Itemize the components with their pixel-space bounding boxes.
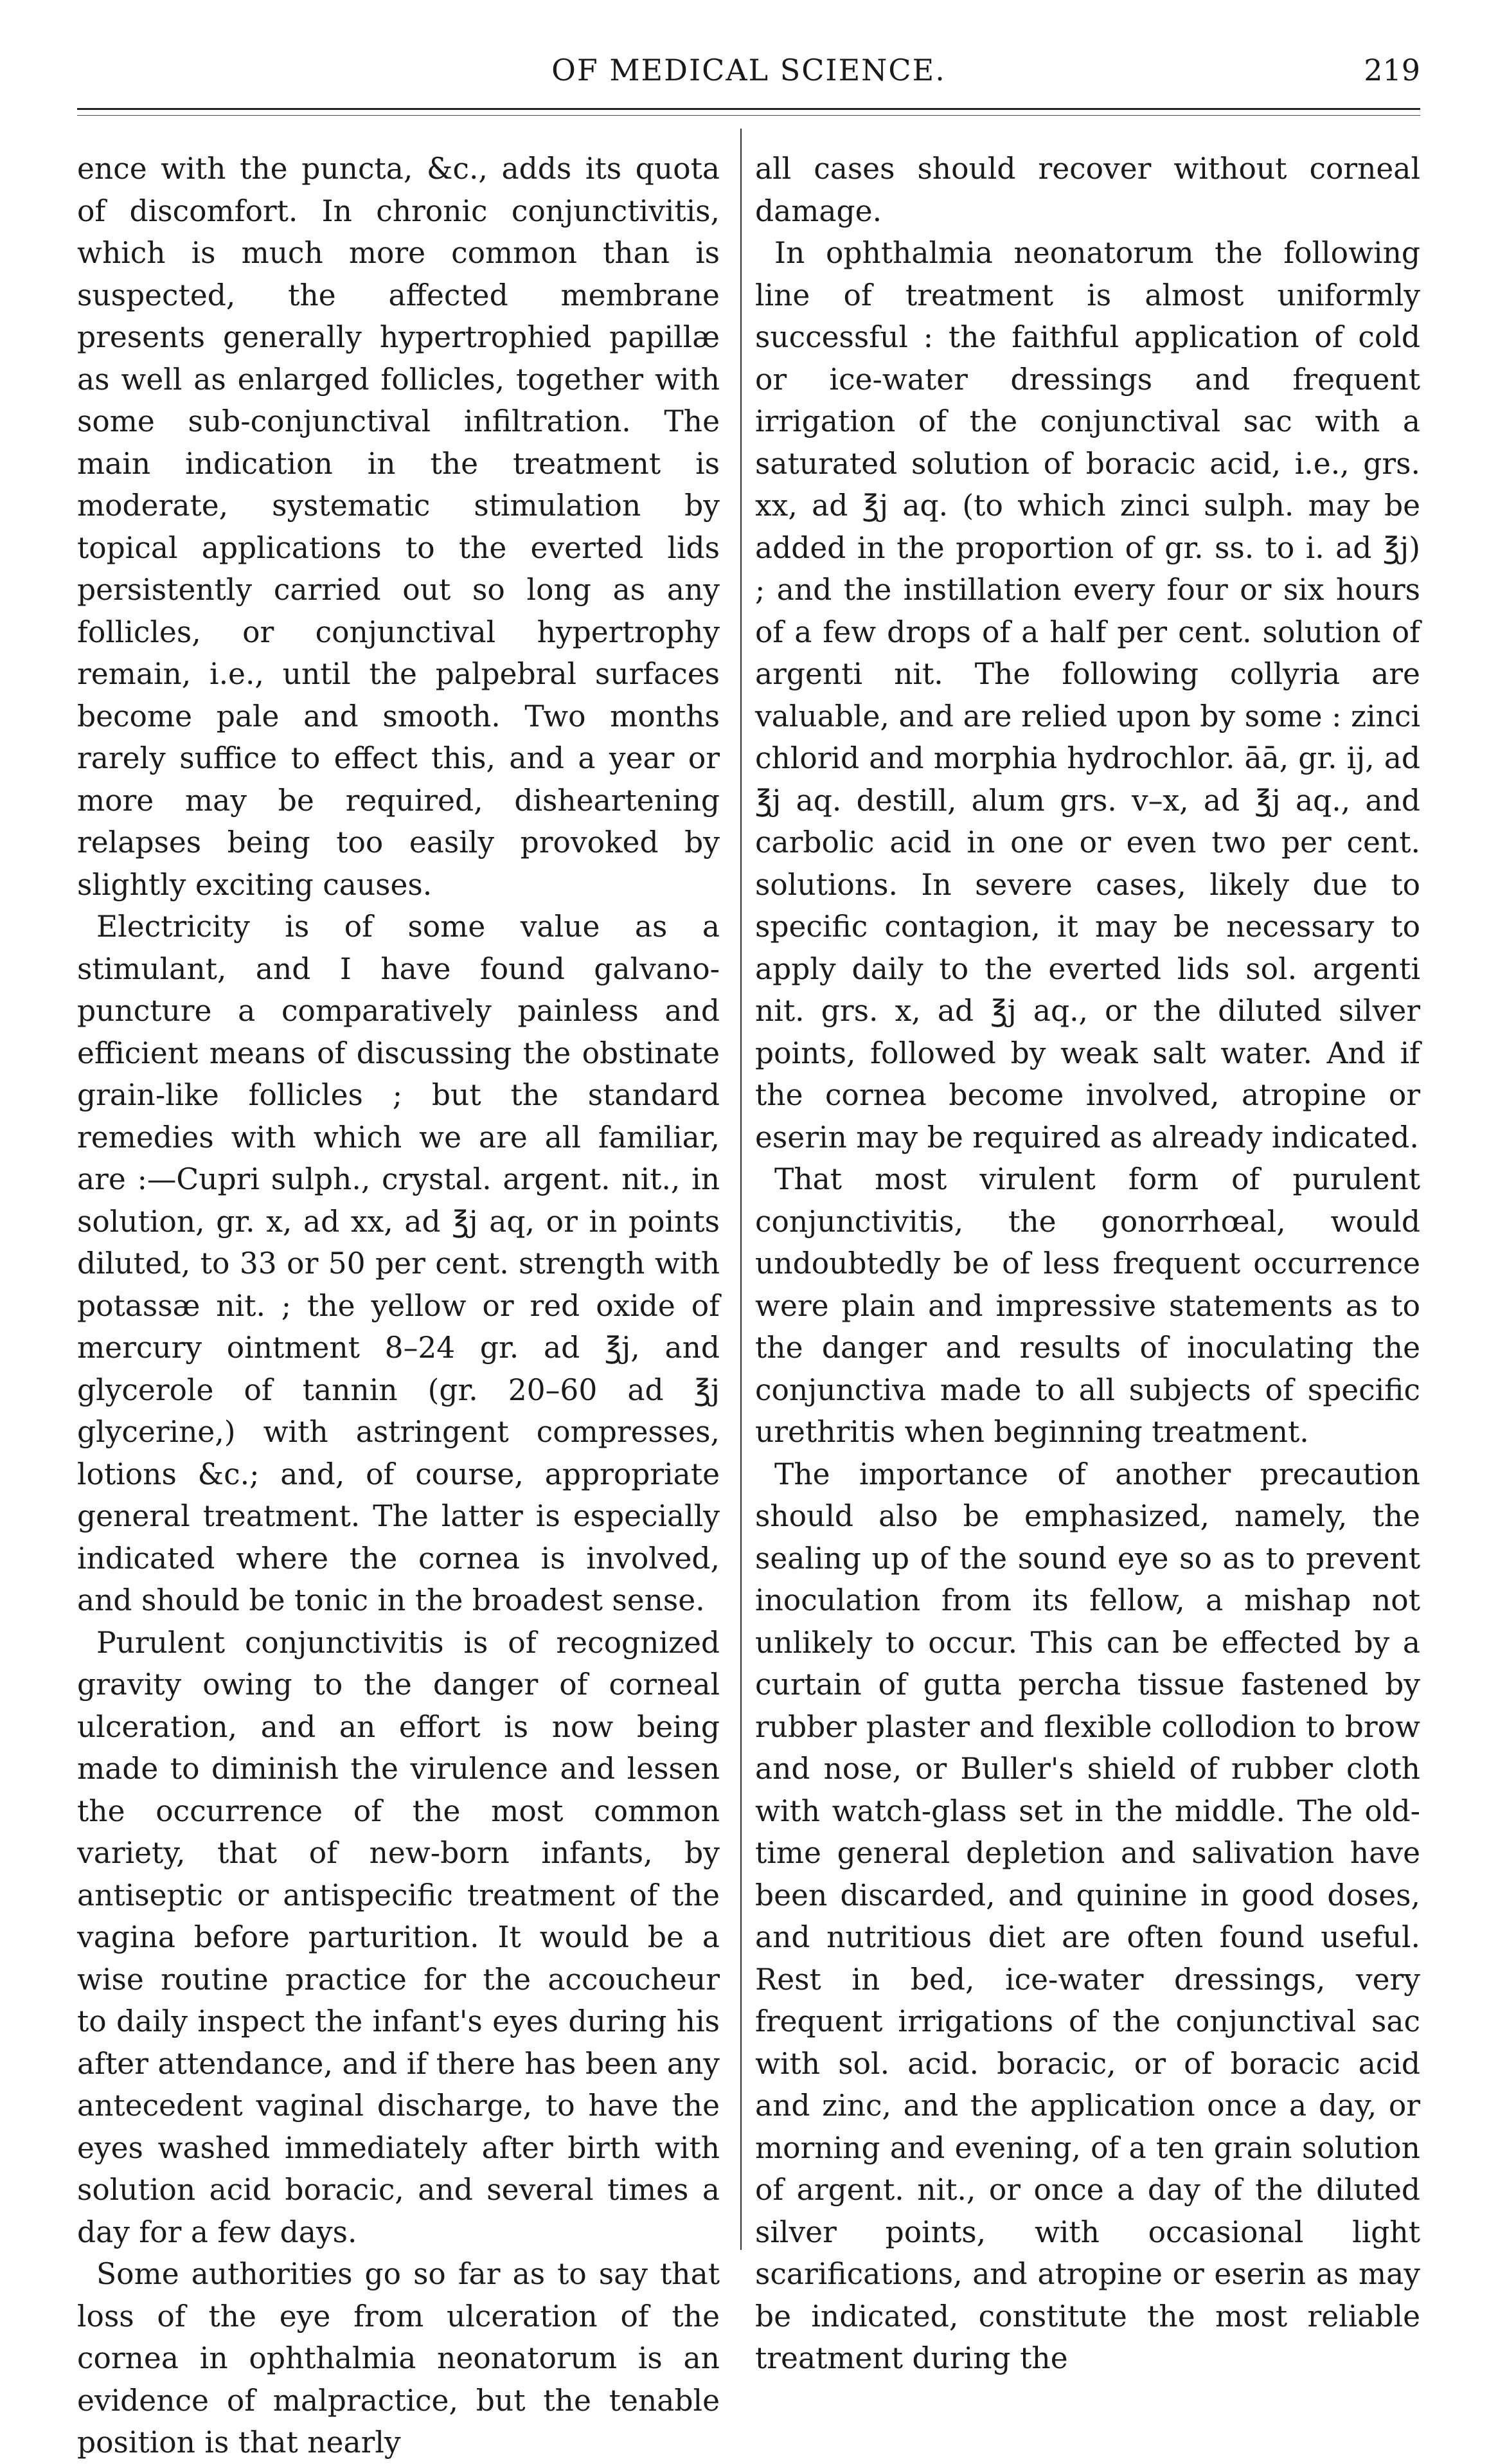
header-rule [77,108,1420,116]
page-number: 219 [1364,53,1420,87]
left-paragraph-2: Electricity is of some value as a stimulant, and I have found galvano-puncture a comparatively painless and efficient means of discussing the obstinate grain-like follicles ; but the standard remedies with which we are all familiar, are :—Cupri sulph., crystal. argent. nit., in solution, gr. x, ad xx, ad ℥j aq, or in points diluted, to 33 or 50 per cent. strength with potassæ nit. ; the yellow or red oxide of mercury ointment 8–24 gr. ad ℥j, and glycerole of tannin (gr. 20–60 ad ℥j glycerine,) with astringent compresses, lotions &c.; and, of course, appropriate general treatment. The latter is especially indicated where the cornea is involved, and should be tonic in the broadest sense. [77,910,720,1617]
left-paragraph-1: ence with the puncta, &c., adds its quota of discomfort. In chronic conjunctivitis, which is much more common than is suspected, the affected membrane presents generally hypertrophied papillæ as well as enlarged follicles, together with some sub-conjunctival infiltration. The main indication in the treatment is moderate, systematic stimulation by topical applications to the everted lids persistently carried out so long as any follicles, or conjunctival hypertrophy remain, i.e., until the palpebral surfaces become pale and smooth. Two months rarely suffice to effect this, and a year or more may be required, disheartening relapses being too easily provoked by slightly exciting causes. [77,152,720,902]
left-paragraph-4: Some authorities go so far as to say that loss of the eye from ulceration of the cornea in ophthalmia neonatorum is an evidence of malpractice, but the tenable position is that nearly [77,2257,720,2460]
right-paragraph-2: In ophthalmia neonatorum the following line of treatment is almost uniformly successful : the faithful application of cold or ice-water dressings and frequent irrigation of the conjunctival sac with a saturated solution of boracic acid, i.e., grs. xx, ad ℥j aq. (to which zinci sulph. may be added in the proportion of gr. ss. to i. ad ℥j) ; and the instillation every four or six hours of a few drops of a half per cent. solution of argenti nit. The following collyria are valuable, and are relied upon by some : zinci chlorid and morphia hydrochlor. āā, gr. ij, ad ℥j aq. destill, alum grs. v–x, ad ℥j aq., and carbolic acid in one or even two per cent. solutions. In severe cases, likely due to specific contagion, it may be necessary to apply daily to the everted lids sol. argenti nit. grs. x, ad ℥j aq., or the diluted silver points, followed by weak salt water. And if the cornea become involved, atropine or eserin may be required as already indicated. [755,236,1420,1155]
left-column [77,148,720,2464]
running-head [77,50,1420,95]
right-paragraph-3: That most virulent form of purulent conjunctivitis, the gonorrhœal, would undoubtedly be of less frequent occurrence were plain and impressive statements as to the danger and results of inoculating the conjunctiva made to all subjects of specific urethritis when beginning treatment. [755,1162,1420,1449]
right-paragraph-1: all cases should recover without corneal damage. [755,152,1420,228]
right-column [755,148,1420,2380]
column-divider [740,129,742,2250]
right-paragraph-4: The importance of another precaution should also be emphasized, namely, the sealing up of the sound eye so as to prevent inoculation from its fellow, a mishap not unlikely to occur. This can be effected by a curtain of gutta percha tissue fastened by rubber plaster and flexible collodion to brow and nose, or Buller's shield of rubber cloth with watch-glass set in the middle. The old-time general depletion and salivation have been discarded, and quinine in good doses, and nutritious diet are often found useful. Rest in bed, ice-water dressings, very frequent irrigations of the conjunctival sac with sol. acid. boracic, or of boracic acid and zinc, and the application once a day, or morning and evening, of a ten grain solution of argent. nit., or once a day of the diluted silver points, with occasional light scarifications, and atropine or eserin as may be indicated, constitute the most reliable treatment during the [755,1457,1420,2375]
running-title: OF MEDICAL SCIENCE. [551,53,946,87]
left-paragraph-3: Purulent conjunctivitis is of recognized gravity owing to the danger of corneal ulceration, and an effort is now being made to diminish the virulence and lessen the occurrence of the most common variety, that of new-born infants, by antiseptic or antispecific treatment of the vagina before parturition. It would be a wise routine practice for the accoucheur to daily inspect the infant's eyes during his after attendance, and if there has been any antecedent vaginal discharge, to have the eyes washed immediately after birth with solution acid boracic, and several times a day for a few days. [77,1625,720,2249]
